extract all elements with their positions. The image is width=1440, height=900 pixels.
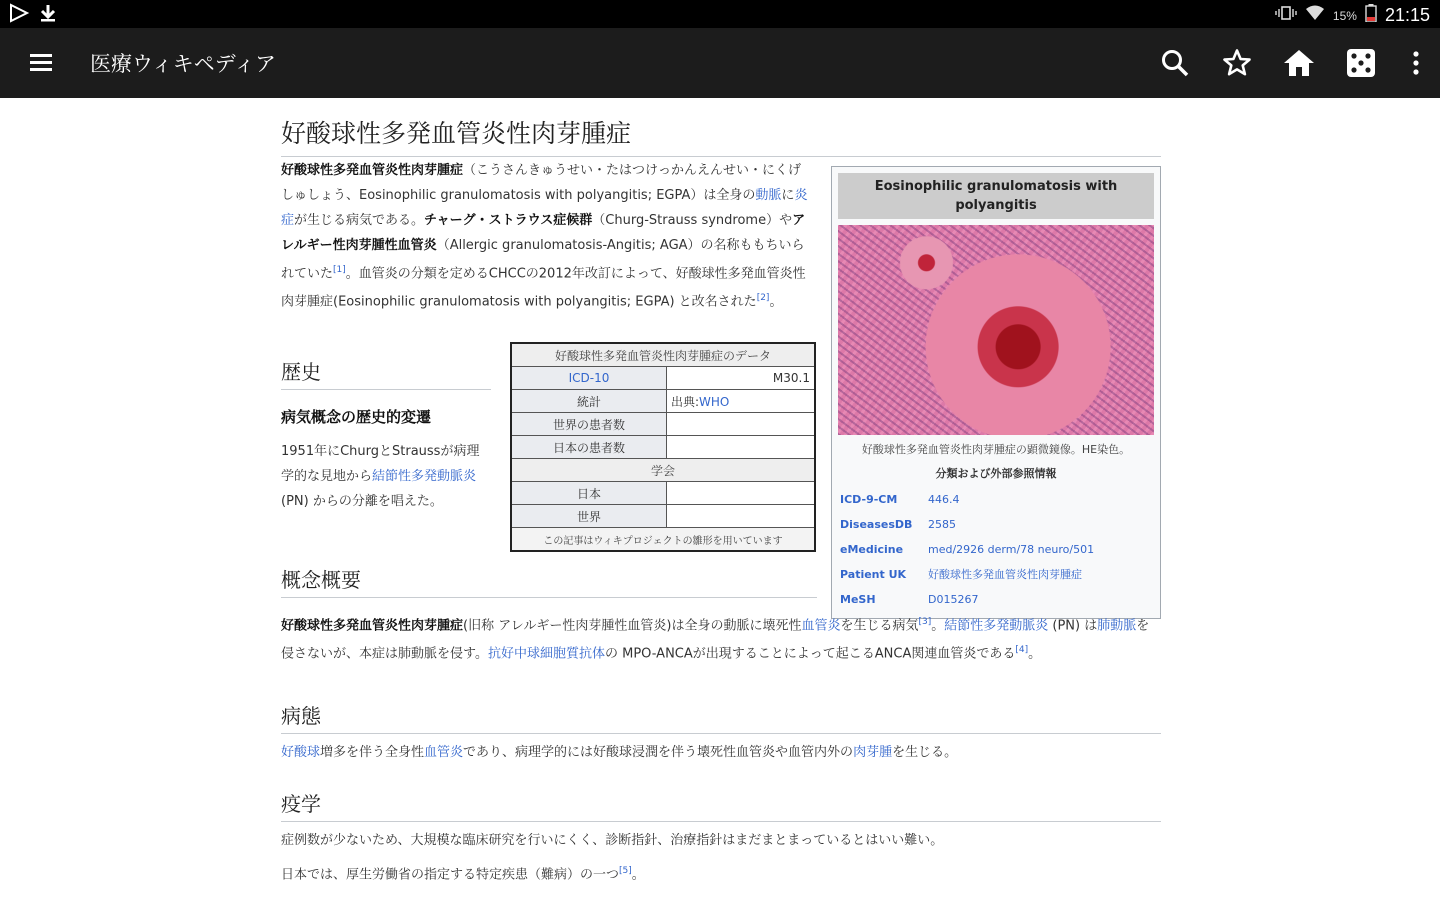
section-heading-history: 歴史 xyxy=(281,356,491,390)
menu-button[interactable] xyxy=(22,46,60,80)
reference-link[interactable]: [2] xyxy=(756,293,770,304)
search-button[interactable] xyxy=(1144,42,1206,84)
download-icon xyxy=(38,3,58,27)
text: （Churg-Strauss syndrome）や xyxy=(592,213,793,228)
data-table-footer: この記事はウィキプロジェクトの雛形を用いています xyxy=(511,528,815,552)
text: （Allergic granulomatosis-Angitis; AGA）の名称ももちいられていた xyxy=(281,238,805,282)
section-heading-pathology: 病態 xyxy=(281,700,1161,734)
infobox-title: Eosinophilic granulomatosis with polyangitis xyxy=(838,173,1154,219)
reference-link[interactable]: [5] xyxy=(619,866,632,876)
reference-link[interactable]: [3] xyxy=(918,617,932,627)
infobox-value xyxy=(926,512,1154,537)
data-table-label: 統計 xyxy=(511,390,667,413)
toolbar-actions xyxy=(1144,42,1440,84)
micrograph-image[interactable] xyxy=(838,225,1154,435)
infobox-value xyxy=(926,487,1154,512)
data-table-label: 日本 xyxy=(511,482,667,505)
infobox-value xyxy=(926,537,1154,562)
subheading-history: 病気概念の歴史的変遷 xyxy=(281,408,432,426)
text: 。 xyxy=(769,294,783,310)
link-vasculitis[interactable]: 血管炎 xyxy=(801,618,841,634)
text: (旧称 アレルギー性肉芽腫性血管炎)は全身の動脈に壊死性 xyxy=(463,618,802,634)
epidemiology-paragraph-2 xyxy=(281,859,1161,887)
text: を侵さないが、本症は肺動脈を侵す。 xyxy=(281,618,1150,662)
text: （こうさんきゅうせい・たはつけっかんえんせい・にくげしゅしょう、Eosinophilic granulomatosis with polyangitis; EGPA）は全身の xyxy=(281,163,802,203)
section-heading-epidemiology: 疫学 xyxy=(281,788,1161,822)
link-vasculitis[interactable]: 血管炎 xyxy=(424,745,464,760)
overflow-icon xyxy=(1412,50,1420,76)
home-icon xyxy=(1283,48,1315,78)
text: の MPO-ANCAが出現することによって起こるANCA関連血管炎である xyxy=(604,646,1016,662)
link-polyarteritis-nodosa[interactable]: 結節性多発動脈炎 xyxy=(372,469,477,484)
status-bar xyxy=(0,0,1440,28)
text: (PN) からの分離を唱えた。 xyxy=(281,494,443,509)
link-diseasesdb[interactable]: DiseasesDB xyxy=(840,518,913,531)
data-table-society-header: 学会 xyxy=(511,459,815,482)
random-dice-icon xyxy=(1346,48,1376,78)
concept-section xyxy=(281,564,1161,667)
link-polyarteritis-nodosa[interactable]: 結節性多発動脈炎 xyxy=(944,618,1049,634)
data-table-label: 世界の患者数 xyxy=(511,413,667,436)
app-bar xyxy=(0,28,1440,98)
text: を生じる病気 xyxy=(840,618,919,634)
battery-percent: 15% xyxy=(1332,8,1357,23)
link-who[interactable]: WHO xyxy=(699,394,730,409)
section-heading-concept: 概念概要 xyxy=(281,564,817,598)
battery-icon xyxy=(1365,4,1377,27)
text: に xyxy=(781,188,795,203)
external-link[interactable]: 好酸球性多発血管炎性肉芽腫症 xyxy=(928,568,1082,581)
wifi-icon xyxy=(1305,5,1325,26)
text: 。 xyxy=(931,618,945,634)
data-table-value xyxy=(667,390,816,413)
article-content xyxy=(281,108,1161,883)
infobox-key xyxy=(838,512,926,537)
app-title: 医療ウィキペディア xyxy=(90,52,277,76)
external-link[interactable]: 446.4 xyxy=(928,493,960,506)
pathology-paragraph xyxy=(281,740,1161,765)
bold-term: アレルギー性肉芽腫性血管炎 xyxy=(281,213,806,253)
link-eosinophil[interactable]: 好酸球 xyxy=(281,745,321,760)
concept-paragraph xyxy=(281,610,1161,667)
history-section xyxy=(281,356,491,514)
data-table-value: M30.1 xyxy=(667,367,816,390)
link-icd9cm[interactable]: ICD-9-CM xyxy=(840,493,898,506)
text: 1951年にChurgとStraussが病理学的な見地から xyxy=(281,444,480,484)
text: 増多を伴う全身性 xyxy=(320,745,425,760)
epidemiology-paragraph-1: 症例数が少ないため、大規模な臨床研究を行いにくく、診断指針、治療指針はまだまとまっているとはいい難い。 xyxy=(281,833,944,848)
bold-term: 好酸球性多発血管炎性肉芽腫症 xyxy=(281,163,464,178)
infobox-key xyxy=(838,487,926,512)
source-prefix: 出典: xyxy=(671,394,700,409)
clock: 21:15 xyxy=(1384,5,1430,25)
intro-paragraph xyxy=(281,158,813,315)
infobox-subheading: 分類および外部参照情報 xyxy=(935,467,1057,480)
text: (PN) は xyxy=(1048,618,1098,634)
text: が生じる病気である。 xyxy=(294,213,425,228)
home-button[interactable] xyxy=(1268,42,1330,84)
text: であり、病理学的には好酸球浸潤を伴う壊死性血管炎や血管内外の xyxy=(463,745,854,760)
notification-icons xyxy=(8,3,58,27)
link-emedicine[interactable]: eMedicine xyxy=(840,543,904,556)
link-anca[interactable]: 抗好中球細胞質抗体 xyxy=(487,646,605,662)
external-link[interactable]: 2585 xyxy=(928,518,956,531)
pathology-section xyxy=(281,700,1161,765)
link-artery[interactable]: 動脈 xyxy=(755,188,782,203)
bold-term: チャーグ・ストラウス症候群 xyxy=(424,213,593,228)
text: 日本では、厚生労働省の指定する特定疾患（難病）の一つ xyxy=(281,867,620,883)
search-icon xyxy=(1160,48,1190,78)
link-pulmonary-artery[interactable]: 肺動脈 xyxy=(1097,618,1137,634)
star-icon xyxy=(1222,48,1252,78)
bookmark-button[interactable] xyxy=(1206,42,1268,84)
menu-icon-line xyxy=(30,61,52,64)
data-table-title: 好酸球性多発血管炎性肉芽腫症のデータ xyxy=(511,343,815,367)
image-caption: 好酸球性多発血管炎性肉芽腫症の顕微鏡像。HE染色。 xyxy=(861,443,1131,456)
play-store-icon xyxy=(8,3,30,27)
page-title: 好酸球性多発血管炎性肉芽腫症 xyxy=(281,114,1161,157)
bold-term: 好酸球性多発血管炎性肉芽腫症 xyxy=(281,618,464,634)
overflow-menu-button[interactable] xyxy=(1392,42,1440,84)
reference-link[interactable]: [4] xyxy=(1015,645,1029,656)
link-mesh[interactable]: MeSH xyxy=(840,593,876,606)
text: 。 xyxy=(631,867,645,883)
link-icd10[interactable]: ICD-10 xyxy=(568,371,610,385)
data-table-value xyxy=(667,436,816,459)
data-table-label: 世界 xyxy=(511,505,667,528)
text: を生じる。 xyxy=(892,745,958,760)
data-table-label: 日本の患者数 xyxy=(511,436,667,459)
data-table-label xyxy=(511,367,667,390)
link-granuloma[interactable]: 肉芽腫 xyxy=(853,745,893,760)
external-link[interactable]: med/2926 derm/78 neuro/501 xyxy=(928,543,1095,556)
random-article-button[interactable] xyxy=(1330,42,1392,84)
reference-link[interactable]: [1] xyxy=(333,265,346,275)
menu-icon xyxy=(30,54,52,57)
data-table-value xyxy=(667,413,816,436)
text: 。 xyxy=(1028,646,1042,662)
link-patient-uk[interactable]: Patient UK xyxy=(840,568,907,581)
infobox-key xyxy=(838,537,926,562)
data-table-value xyxy=(667,505,816,528)
external-link[interactable]: D015267 xyxy=(928,593,979,606)
vibrate-icon xyxy=(1275,5,1297,26)
data-table-value xyxy=(667,482,816,505)
history-paragraph xyxy=(281,439,491,514)
data-table xyxy=(510,342,816,552)
link-inflammation[interactable]: 炎症 xyxy=(281,188,808,228)
system-status xyxy=(1275,4,1430,27)
epidemiology-section xyxy=(281,788,1161,887)
menu-icon-line xyxy=(30,68,52,71)
text: 。血管炎の分類を定めるCHCCの2012年改訂によって、好酸球性多発血管炎性肉芽腫症(Eosinophilic granulomatosis with polyangitis; EGPA) と改名された xyxy=(281,266,806,310)
infobox xyxy=(831,166,1161,619)
